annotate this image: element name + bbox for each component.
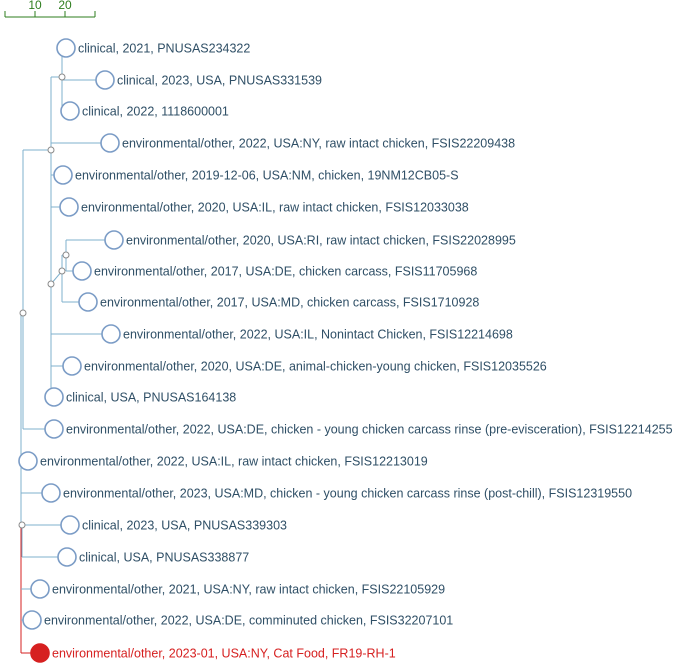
leaf-node[interactable]	[31, 580, 49, 598]
leaf-label[interactable]: environmental/other, 2022, USA:IL, raw intact chicken, FSIS12213019	[40, 454, 428, 469]
leaf-node[interactable]	[79, 293, 97, 311]
inner-node	[19, 522, 25, 528]
leaf-label[interactable]: environmental/other, 2021, USA:NY, raw intact chicken, FSIS22105929	[52, 582, 446, 597]
leaf-node[interactable]	[45, 420, 63, 438]
leaf-node[interactable]	[61, 516, 79, 534]
leaf-node[interactable]	[60, 198, 78, 216]
leaf-label[interactable]: clinical, 2022, 1118600001	[82, 104, 229, 119]
leaf-label[interactable]: environmental/other, 2017, USA:MD, chicken carcass, FSIS1710928	[100, 295, 480, 310]
leaf-node-highlighted[interactable]	[31, 644, 49, 662]
leaf-node[interactable]	[45, 388, 63, 406]
leaf-node[interactable]	[23, 611, 41, 629]
inner-node	[20, 310, 26, 316]
leaf-node[interactable]	[101, 134, 119, 152]
leaf-node[interactable]	[73, 262, 91, 280]
leaf-label[interactable]: environmental/other, 2019-12-06, USA:NM, chicken, 19NM12CB05-S	[75, 168, 459, 183]
leaf-node[interactable]	[105, 231, 123, 249]
leaf-label[interactable]: environmental/other, 2022, USA:DE, chicken - young chicken carcass rinse (pre-evisceration), FSIS12214255	[66, 422, 673, 437]
leaf-label[interactable]: environmental/other, 2020, USA:RI, raw intact chicken, FSIS22028995	[126, 233, 516, 248]
leaf-label[interactable]: environmental/other, 2020, USA:IL, raw intact chicken, FSIS12033038	[81, 200, 469, 215]
leaf-label[interactable]: clinical, USA, PNUSAS164138	[66, 390, 237, 405]
scale-bar	[5, 0, 95, 17]
leaf-node[interactable]	[102, 325, 120, 343]
leaf-label[interactable]: environmental/other, 2017, USA:DE, chicken carcass, FSIS11705968	[94, 264, 478, 279]
leaf-node[interactable]	[19, 452, 37, 470]
inner-node	[59, 268, 65, 274]
leaf-label[interactable]: environmental/other, 2022, USA:IL, Nonintact Chicken, FSIS12214698	[123, 327, 513, 342]
leaf-node[interactable]	[54, 166, 72, 184]
scale-label-10: 10	[28, 0, 42, 12]
inner-node	[48, 147, 54, 153]
leaf-label[interactable]: environmental/other, 2022, USA:DE, comminuted chicken, FSIS32207101	[44, 613, 454, 628]
leaf-node[interactable]	[63, 357, 81, 375]
leaf-label[interactable]: clinical, USA, PNUSAS338877	[79, 550, 250, 565]
leaf-label[interactable]: environmental/other, 2022, USA:NY, raw intact chicken, FSIS22209438	[122, 136, 516, 151]
leaf-label[interactable]: environmental/other, 2020, USA:DE, animal-chicken-young chicken, FSIS12035526	[84, 359, 547, 374]
scale-label-20: 20	[58, 0, 72, 12]
leaf-node[interactable]	[58, 548, 76, 566]
leaf-node[interactable]	[96, 71, 114, 89]
leaf-node[interactable]	[42, 484, 60, 502]
leaf-node[interactable]	[61, 102, 79, 120]
leaf-label[interactable]: clinical, 2023, USA, PNUSAS339303	[82, 518, 287, 533]
leaf-label[interactable]: clinical, 2023, USA, PNUSAS331539	[117, 73, 322, 88]
leaf-label[interactable]: environmental/other, 2023, USA:MD, chicken - young chicken carcass rinse (post-chill), FSIS12319550	[63, 486, 633, 501]
leaf-label[interactable]: clinical, 2021, PNUSAS234322	[78, 41, 251, 56]
leaf-label[interactable]: environmental/other, 2023-01, USA:NY, Cat Food, FR19-RH-1	[52, 646, 396, 661]
leaf-nodes	[19, 39, 673, 662]
inner-node	[59, 74, 65, 80]
leaf-node[interactable]	[57, 39, 75, 57]
inner-node	[63, 252, 69, 258]
inner-node	[48, 281, 54, 287]
